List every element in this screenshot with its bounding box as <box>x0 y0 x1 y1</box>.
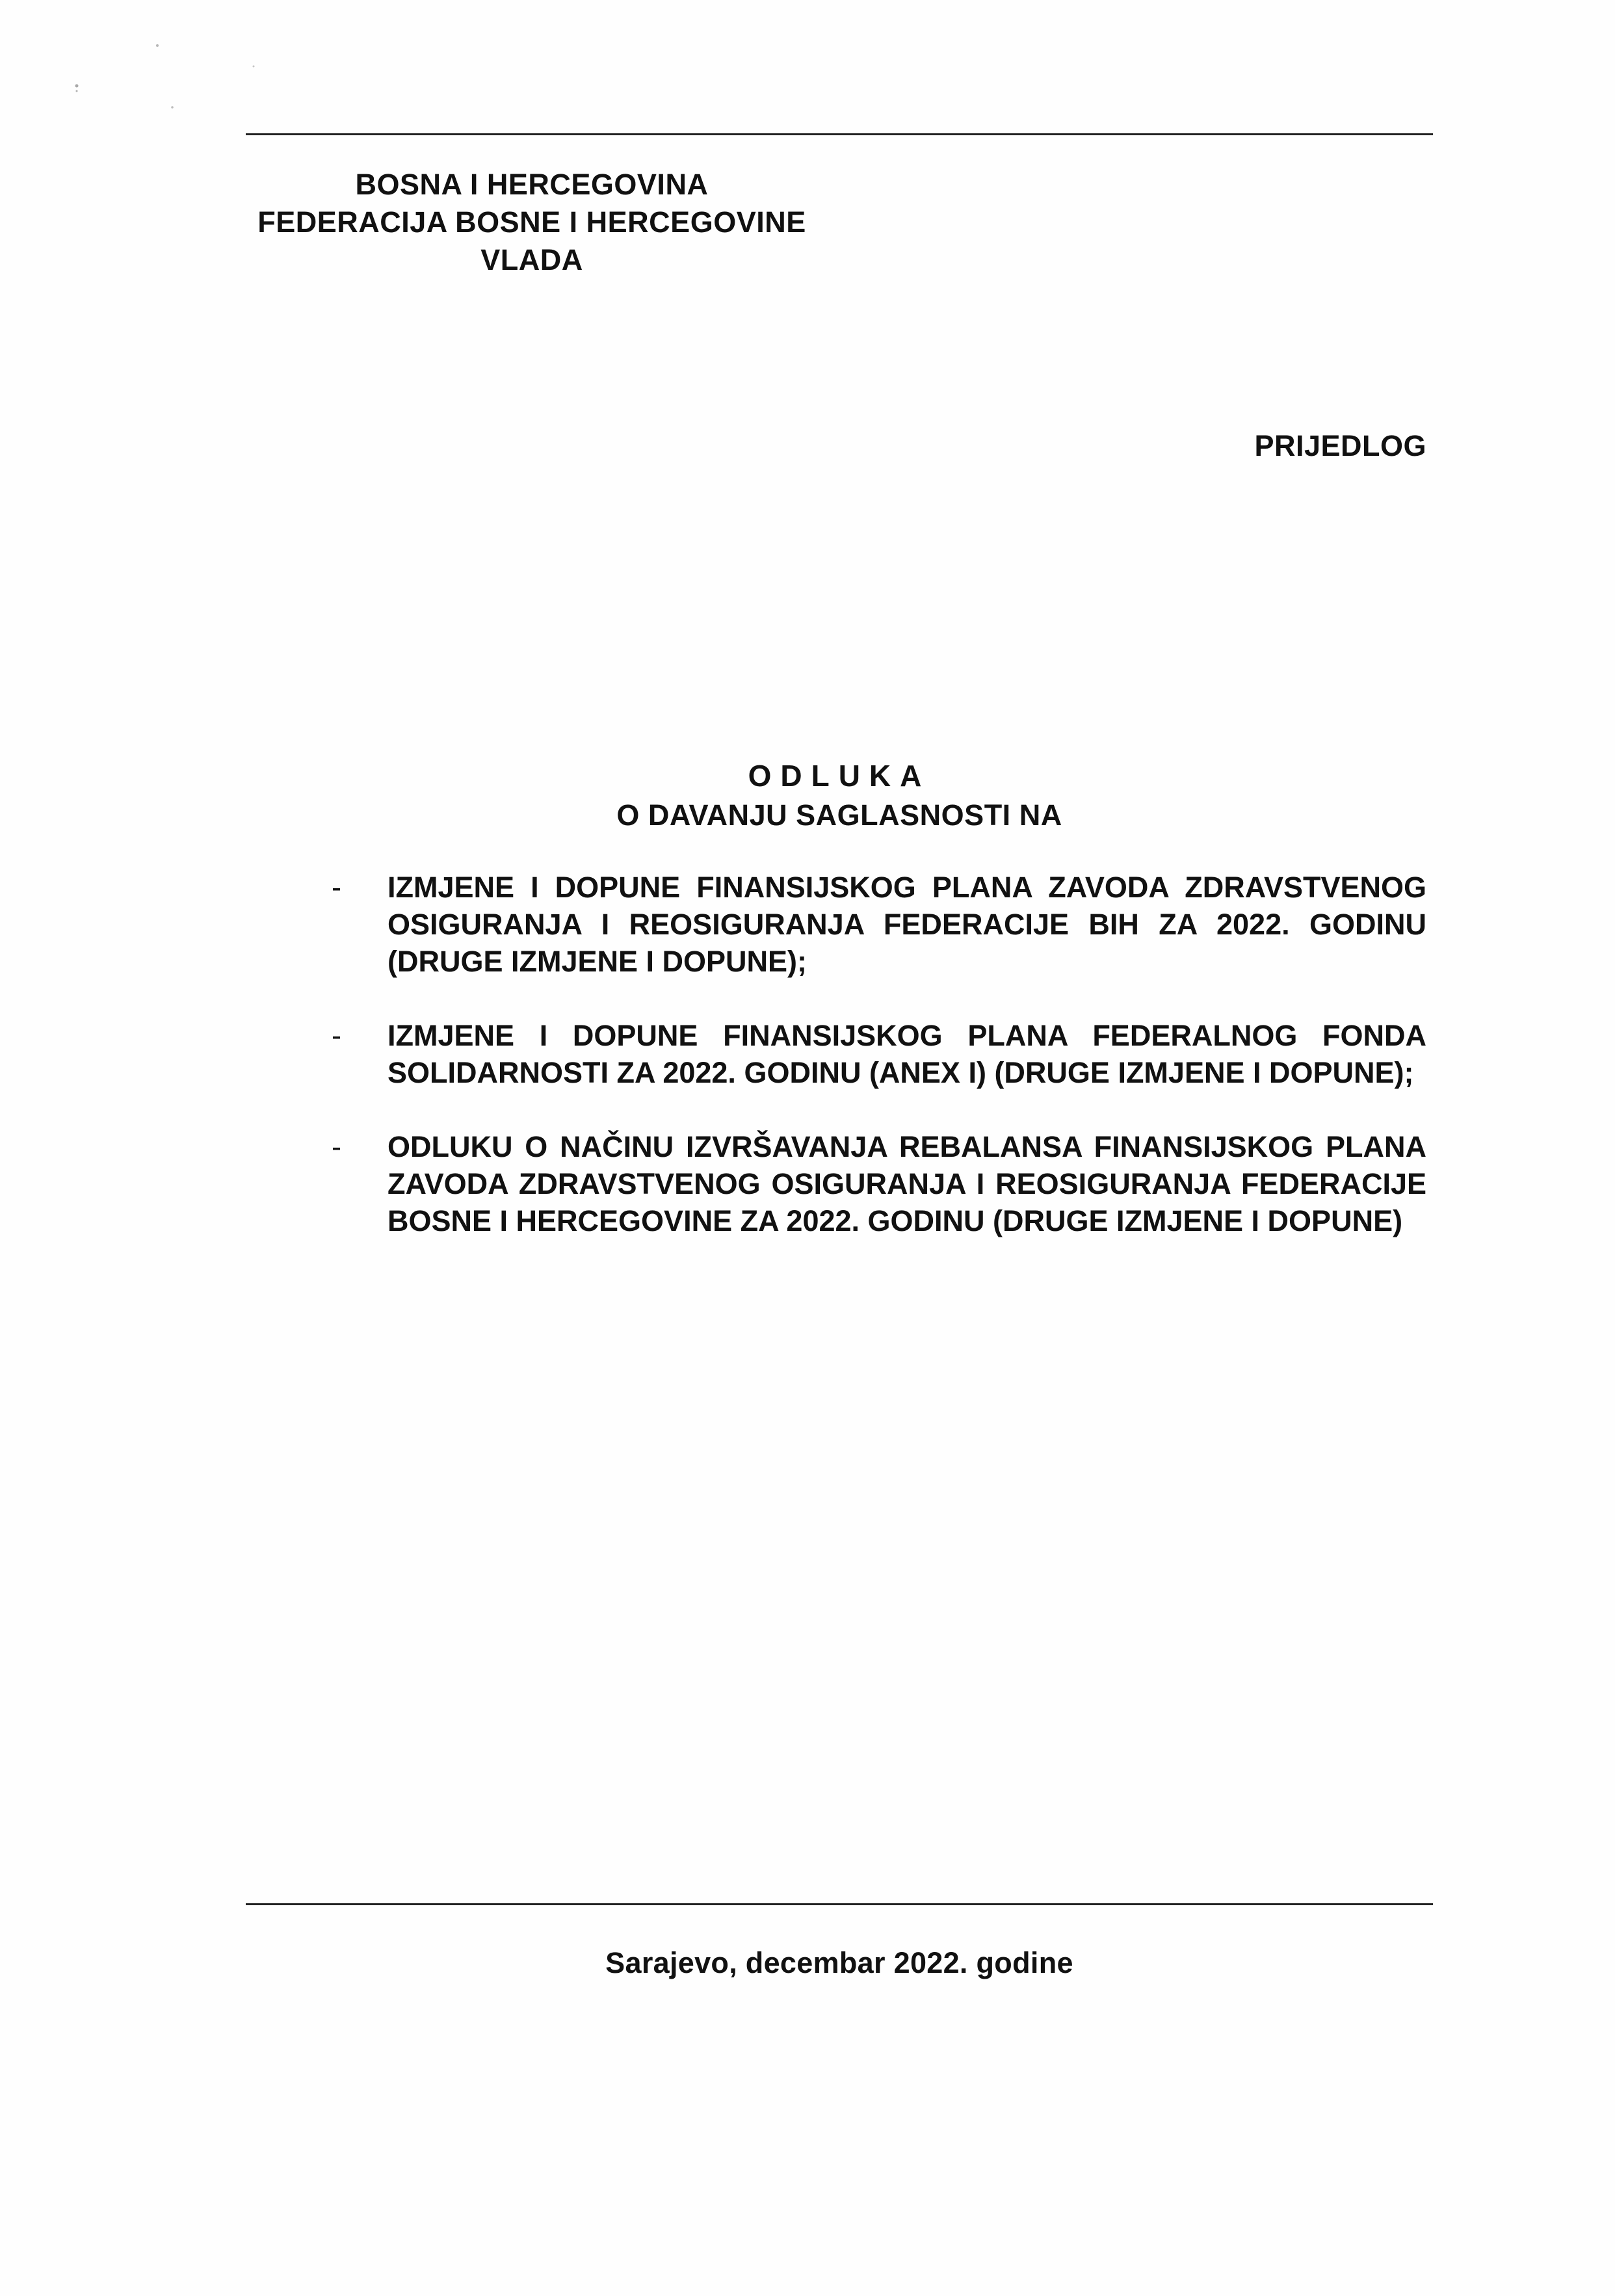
document-subtitle: O DAVANJU SAGLASNOSTI NA <box>616 798 1062 832</box>
decision-items-list <box>332 869 1426 1276</box>
issuer-header <box>246 166 818 279</box>
document-title: ODLUKA <box>748 759 931 793</box>
header-federation: FEDERACIJA BOSNE I HERCEGOVINE <box>257 205 806 239</box>
bottom-rule <box>246 1903 1433 1905</box>
place-and-date: Sarajevo, decembar 2022. godine <box>605 1946 1073 1979</box>
decision-item-text: ODLUKU O NAČINU IZVRŠAVANJA REBALANSA FINANSIJSKOG PLANA ZAVODA ZDRAVSTVENOG OSIGURANJA I REOSIGURANJA FEDERACIJE BOSNE I HERCEGOVINE ZA 2022. GODINU (DRUGE IZMJENE I DOPUNE) <box>387 1130 1426 1237</box>
draft-label: PRIJEDLOG <box>1254 429 1426 462</box>
top-rule <box>246 133 1433 135</box>
list-dash: - <box>332 1130 341 1163</box>
scan-specks <box>65 26 273 130</box>
decision-item <box>332 869 1426 980</box>
header-government: VLADA <box>480 243 583 276</box>
decision-item <box>332 1017 1426 1091</box>
decision-item-text: IZMJENE I DOPUNE FINANSIJSKOG PLANA FEDERALNOG FONDA SOLIDARNOSTI ZA 2022. GODINU (ANEX I) (DRUGE IZMJENE I DOPUNE); <box>387 1019 1426 1089</box>
list-dash: - <box>332 1019 341 1052</box>
decision-item-text: IZMJENE I DOPUNE FINANSIJSKOG PLANA ZAVODA ZDRAVSTVENOG OSIGURANJA I REOSIGURANJA FEDERACIJE BIH ZA 2022. GODINU (DRUGE IZMJENE I DOPUNE); <box>387 871 1426 978</box>
header-country: BOSNA I HERCEGOVINA <box>355 168 709 201</box>
list-dash: - <box>332 871 341 904</box>
decision-item <box>332 1128 1426 1239</box>
